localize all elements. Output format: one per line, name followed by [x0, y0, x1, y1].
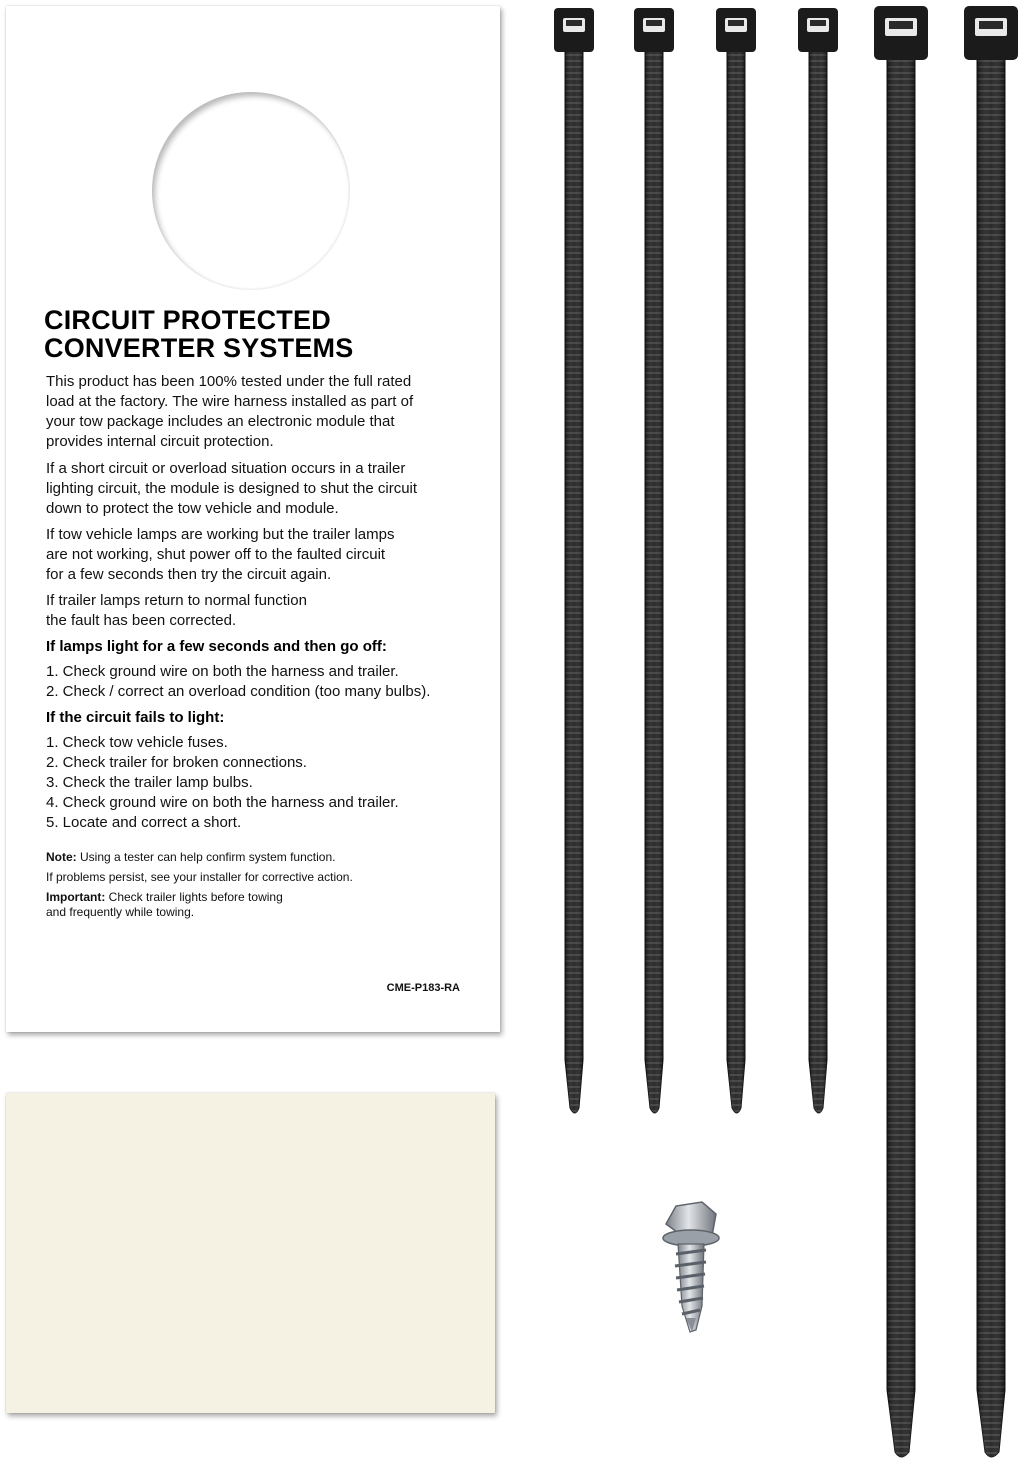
note-text: Using a tester can help confirm system function. — [76, 850, 336, 864]
note-line-2: If problems persist, see your installer for corrective action. — [46, 870, 353, 884]
list-item: 1. Check tow vehicle fuses. — [46, 734, 228, 751]
tag-title-line-2: CONVERTER SYSTEMS — [44, 333, 354, 363]
list-item: 5. Locate and correct a short. — [46, 814, 242, 831]
cable-tie-short-2 — [634, 8, 674, 1113]
important-label: Important: — [46, 890, 106, 904]
cable-tie-short-4 — [798, 8, 838, 1113]
important-text: Check trailer lights before towing — [105, 890, 283, 904]
paragraph-line: If a short circuit or overload situation occurs in a trailer — [46, 460, 406, 477]
cable-tie-short-3 — [716, 8, 756, 1113]
tag-title-line-1: CIRCUIT PROTECTED — [44, 305, 331, 335]
paragraph-line: the fault has been corrected. — [46, 612, 237, 629]
list-item: 2. Check / correct an overload condition (too many bulbs). — [46, 683, 431, 700]
important-line-2: and frequently while towing. — [46, 905, 195, 919]
list-item: 2. Check trailer for broken connections. — [46, 754, 307, 771]
paragraph-line: This product has been 100% tested under the full rated — [46, 373, 412, 390]
paragraph-line: lighting circuit, the module is designed to shut the circuit — [46, 480, 418, 497]
paragraph-line: If tow vehicle lamps are working but the trailer lamps — [46, 526, 395, 543]
paragraph-line: provides internal circuit protection. — [46, 433, 274, 450]
list-item: 3. Check the trailer lamp bulbs. — [46, 774, 253, 791]
cable-tie-long-2 — [964, 6, 1018, 1457]
paragraph-line: your tow package includes an electronic module that — [46, 413, 395, 430]
paragraph-line: If trailer lamps return to normal function — [46, 592, 307, 609]
paragraph-line: load at the factory. The wire harness installed as part of — [46, 393, 414, 410]
paragraph-line: for a few seconds then try the circuit again. — [46, 566, 332, 583]
section-heading-fails-to-light: If the circuit fails to light: — [46, 709, 225, 726]
cable-tie-long-1 — [874, 6, 928, 1457]
list-item: 4. Check ground wire on both the harness and trailer. — [46, 794, 399, 811]
note-label: Note: — [46, 850, 77, 864]
cable-tie-short-1 — [554, 8, 594, 1113]
part-code: CME-P183-RA — [386, 982, 460, 994]
section-heading-lamps-go-off: If lamps light for a few seconds and then go off: — [46, 638, 387, 655]
paragraph-line: down to protect the tow vehicle and module. — [46, 500, 339, 517]
paragraph-line: are not working, shut power off to the faulted circuit — [46, 546, 386, 563]
list-item: 1. Check ground wire on both the harness and trailer. — [46, 663, 399, 680]
self-tapping-screw — [663, 1202, 719, 1332]
